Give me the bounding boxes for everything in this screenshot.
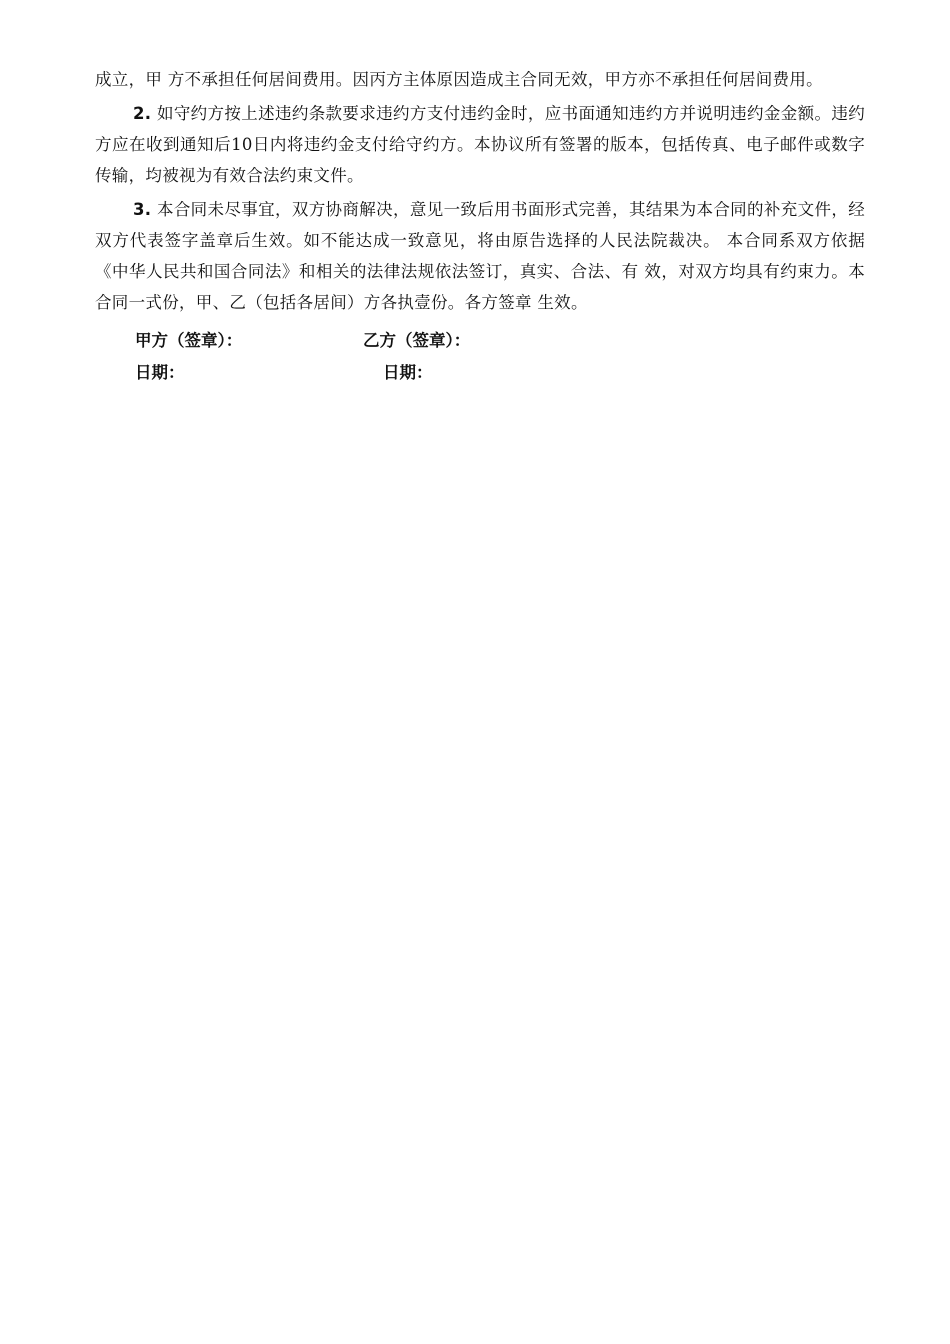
date-row [95, 353, 865, 385]
paragraph-clause-3 [95, 194, 865, 318]
clause-number: 3. [133, 200, 152, 219]
paragraph-text: 如守约方按上述违约条款要求违约方支付违约金时，应书面通知违约方并说明违约金金额。违约方应在收到通知后10日内将违约金支付给守约方。本协议所有签署的版本，包括传真、电子邮件或数字传输，均被视为有效合法约束文件。 [95, 104, 865, 185]
paragraph-text: 成立，甲 方不承担任何居间费用。因丙方主体原因造成主合同无效，甲方亦不承担任何居间费用。 [95, 70, 823, 89]
document-page [95, 68, 865, 385]
party-b-signature-label: 乙方（签章）： [363, 331, 471, 350]
party-a-signature-label: 甲方（签章）： [135, 331, 243, 350]
signature-row [95, 321, 865, 353]
clause-number: 2. [133, 104, 152, 123]
paragraph-continuation [95, 68, 865, 92]
paragraph-clause-2 [95, 98, 865, 191]
paragraph-text: 本合同未尽事宜，双方协商解决，意见一致后用书面形式完善，其结果为本合同的补充文件，经双方代表签字盖章后生效。如不能达成一致意见，将由原告选择的人民法院裁决。 本合同系双方依据《中华人民共和国合同法》和相关的法律法规依法签订，真实、合法、有 效，对双方均具有约束力。本合同一式份，甲、乙（包括各居间）方各执壹份。各方签章 生效。 [95, 200, 865, 312]
party-a-date-label: 日期： [135, 363, 185, 382]
party-b-date-label: 日期： [383, 363, 433, 382]
